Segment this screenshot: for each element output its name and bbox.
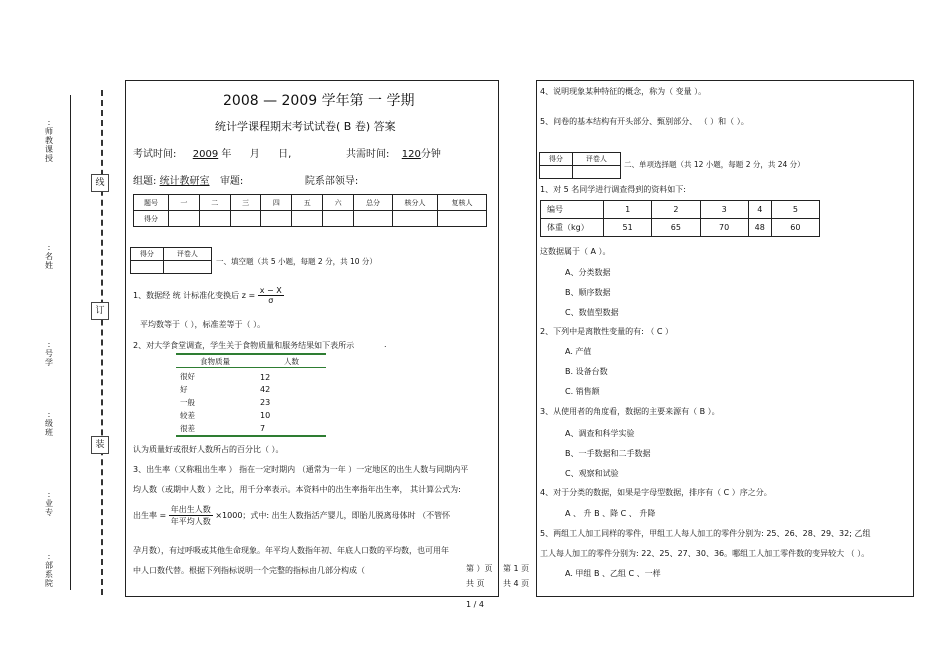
section1-title: 一、填空题（共 5 小题，每题 2 分，共 10 分） — [216, 257, 377, 266]
food-row-value: 10 — [260, 411, 271, 420]
score-cell — [354, 211, 393, 227]
binding-dash-line — [101, 90, 103, 595]
page-number: 第 1 页 — [503, 564, 530, 573]
score-head-cell: 六 — [323, 195, 354, 211]
birthrate-den: 年平均人数 — [170, 517, 211, 526]
label-class: :级班 — [45, 410, 53, 437]
mc-option: B. 设备台数 — [565, 367, 608, 376]
score-cell — [261, 211, 292, 227]
day-unit: 日, — [278, 149, 292, 160]
weight-head-cell: 5 — [771, 201, 819, 219]
page-mid-1: 第 ）页 — [466, 564, 493, 573]
grader-cell — [163, 261, 211, 274]
mc-q4: 4、对于分类的数据，如果是字母型数据，排序有（ C ）序之分。 — [540, 488, 772, 497]
weight-cell: 48 — [748, 219, 771, 237]
grader-score-label: 得分 — [540, 153, 573, 166]
grader-label: 评卷人 — [163, 248, 211, 261]
q3-line4: 孕月数），有过呼吸或其他生命现象。年平均人数指年初、年底人口数的平均数，也可用年 — [133, 546, 449, 555]
q2: 2、对大学食堂调查，学生关于食物质量和服务结果如下表所示 — [133, 341, 355, 350]
weight-cell: 65 — [652, 219, 700, 237]
score-cell — [199, 211, 230, 227]
duration-unit: 分钟 — [420, 149, 441, 160]
birthrate-rest: ×1000；式中: 出生人数指活产婴儿，即胎儿脱离母体时 （不管怀 — [215, 511, 451, 520]
exam-time-row — [133, 145, 291, 160]
food-row-label: 较差 — [180, 411, 195, 420]
score-head-cell: 核分人 — [393, 195, 438, 211]
score-head-cell: 五 — [292, 195, 323, 211]
score-head-cell: 四 — [261, 195, 292, 211]
food-table-top-rule — [176, 353, 326, 355]
mc-q5-line2: 工人每人加工的零件分别为: 22、25、27、30、36。哪组工人加工零件数的变异较大 （ ）。 — [540, 549, 870, 558]
food-row-label: 很好 — [180, 372, 195, 381]
pdf-page-indicator: 1 / 4 — [466, 600, 484, 609]
exam-year: 2009 — [192, 149, 219, 160]
fill-q4: 4、说明现象某种特征的概念，称为（ 变量 ）。 — [540, 87, 707, 96]
fill-q5: 5、问卷的基本结构有开头部分、甄别部分、 （ ）和（ ）。 — [540, 117, 749, 126]
section2-title: 二、单项选择题（共 12 小题，每题 2 分，共 24 分） — [624, 160, 805, 169]
food-row-label: 一般 — [180, 398, 195, 407]
birthrate-formula — [169, 504, 213, 527]
exam-subtitle: 统计学课程期末考试试卷( B 卷) 答案 — [215, 120, 396, 133]
food-row-value: 7 — [260, 424, 266, 433]
month-unit: 月 — [249, 149, 260, 160]
grader-score-label: 得分 — [131, 248, 164, 261]
mc-option: B、一手数据和二手数据 — [565, 449, 651, 458]
score-head-cell: 一 — [169, 195, 200, 211]
grader-cell — [540, 166, 573, 179]
score-cell — [169, 211, 200, 227]
mark-xian: 线 — [91, 174, 109, 192]
q3-formula-row — [133, 504, 450, 527]
score-head-cell: 二 — [199, 195, 230, 211]
weight-table-row — [541, 219, 820, 237]
label-name: :名姓 — [45, 243, 53, 270]
q2-end: 认为质量好或很好人数所占的百分比（ ）。 — [133, 445, 284, 454]
weight-cell: 60 — [771, 219, 819, 237]
page-mid-2: 共 页 — [466, 579, 485, 588]
q1 — [133, 286, 284, 305]
score-head-cell: 三 — [230, 195, 261, 211]
grader-cell — [572, 166, 620, 179]
food-header-count: 人数 — [284, 357, 299, 366]
grader-cell — [131, 261, 164, 274]
q1-formula-num: x − X — [259, 286, 282, 295]
score-cell — [393, 211, 438, 227]
weight-cell: 70 — [700, 219, 748, 237]
duration-label: 共需时间: — [346, 149, 390, 160]
duration-row — [346, 145, 441, 160]
binding-line-1 — [70, 95, 71, 590]
weight-cell: 体重（kg） — [541, 219, 604, 237]
q1-formula-den: σ — [268, 296, 274, 305]
label-department: :部系院 — [45, 552, 53, 588]
label-teacher: :师教课授 — [45, 118, 53, 163]
score-row-label: 得分 — [134, 211, 169, 227]
weight-head-cell: 3 — [700, 201, 748, 219]
mc-q3: 3、从使用者的角度看，数据的主要来源有（ B ）。 — [540, 407, 720, 416]
food-table-mid-rule — [176, 367, 326, 368]
page-total: 共 4 页 — [503, 579, 530, 588]
label-major: :业专 — [45, 490, 53, 517]
label-student-id: :号学 — [45, 340, 53, 367]
score-cell — [323, 211, 354, 227]
food-row-label: 很差 — [180, 424, 195, 433]
weight-table-header — [541, 201, 820, 219]
exam-title: 2008 — 2009 学年第 一 学期 — [223, 93, 415, 109]
leader-label: 院系部领导: — [304, 176, 359, 187]
food-row-value: 23 — [260, 398, 271, 407]
mc-option: C、数值型数据 — [565, 308, 619, 317]
group-label: 组题: — [133, 176, 157, 187]
mc-q1-question: 这数据属于（ A ）。 — [540, 247, 611, 256]
q1-line2: 平均数等于（ ），标准差等于（ ）。 — [140, 320, 266, 329]
food-header-quality: 食物质量 — [200, 357, 230, 366]
q1-text: 1、数据经 统 计标准化变换后 z = — [133, 291, 256, 300]
weight-head-cell: 编号 — [541, 201, 604, 219]
food-row-value: 12 — [260, 373, 271, 382]
score-table — [133, 194, 487, 227]
food-table-bottom-rule — [176, 435, 326, 437]
q3-line2: 均人数（或期中人数 ）之比，用千分率表示。本资料中的出生率指年出生率， 其计算公式为: — [133, 485, 461, 494]
score-table-row — [134, 211, 487, 227]
food-row-value: 42 — [260, 385, 271, 394]
mark-zhuang: 装 — [91, 436, 109, 454]
grader-label: 评卷人 — [572, 153, 620, 166]
group-value: 统计教研室 — [159, 176, 210, 187]
mc-q5-options: A. 甲组 B 、乙组 C 、一样 — [565, 569, 661, 578]
mc-option: C、观察和试验 — [565, 469, 619, 478]
exam-time-label: 考试时间: — [133, 149, 177, 160]
grader-box-1 — [130, 247, 212, 274]
mc-option: A、调查和科学实验 — [565, 429, 635, 438]
q1-formula — [258, 286, 284, 305]
q2-dot: . — [384, 340, 387, 349]
mark-ding: 订 — [91, 302, 109, 320]
mc-option: C. 销售额 — [565, 387, 600, 396]
weight-head-cell: 1 — [604, 201, 652, 219]
mc-q2: 2、下列中是离散性变量的有: （ C ） — [540, 327, 673, 336]
year-unit: 年 — [221, 149, 232, 160]
mc-q1: 1、对 5 名同学进行调查得到的资料如下: — [540, 185, 686, 194]
grader-box-2 — [539, 152, 621, 179]
mc-q5-line1: 5、两组工人加工同样的零件，甲组工人每人加工的零件分别为: 25、26、28、29、32; 乙组 — [540, 529, 871, 538]
mc-option: A. 产值 — [565, 347, 592, 356]
mc-option: A、分类数据 — [565, 268, 611, 277]
score-cell — [438, 211, 487, 227]
score-cell — [230, 211, 261, 227]
q3-line1: 3、出生率（又称粗出生率 ） 指在一定时期内 （通常为一年 ）一定地区的出生人数与同期内平 — [133, 465, 469, 474]
group-row — [133, 172, 401, 187]
mc-option: B、顺序数据 — [565, 288, 611, 297]
score-cell — [292, 211, 323, 227]
birthrate-num: 年出生人数 — [170, 505, 211, 514]
score-head-cell: 总分 — [354, 195, 393, 211]
weight-table — [540, 200, 820, 237]
weight-cell: 51 — [604, 219, 652, 237]
mc-q4-options: A 、 升 B 、降 C 、 升降 — [565, 509, 656, 518]
score-table-header — [134, 195, 487, 211]
duration-value: 120 — [401, 149, 421, 160]
score-head-cell: 题号 — [134, 195, 169, 211]
food-row-label: 好 — [180, 385, 188, 394]
weight-head-cell: 4 — [748, 201, 771, 219]
q3-line5: 中人口数代替。根据下列指标说明一个完整的指标由几部分构成（ — [133, 566, 365, 575]
weight-head-cell: 2 — [652, 201, 700, 219]
score-head-cell: 复核人 — [438, 195, 487, 211]
review-label: 审题: — [219, 176, 244, 187]
birthrate-lhs: 出生率 = — [133, 511, 167, 520]
